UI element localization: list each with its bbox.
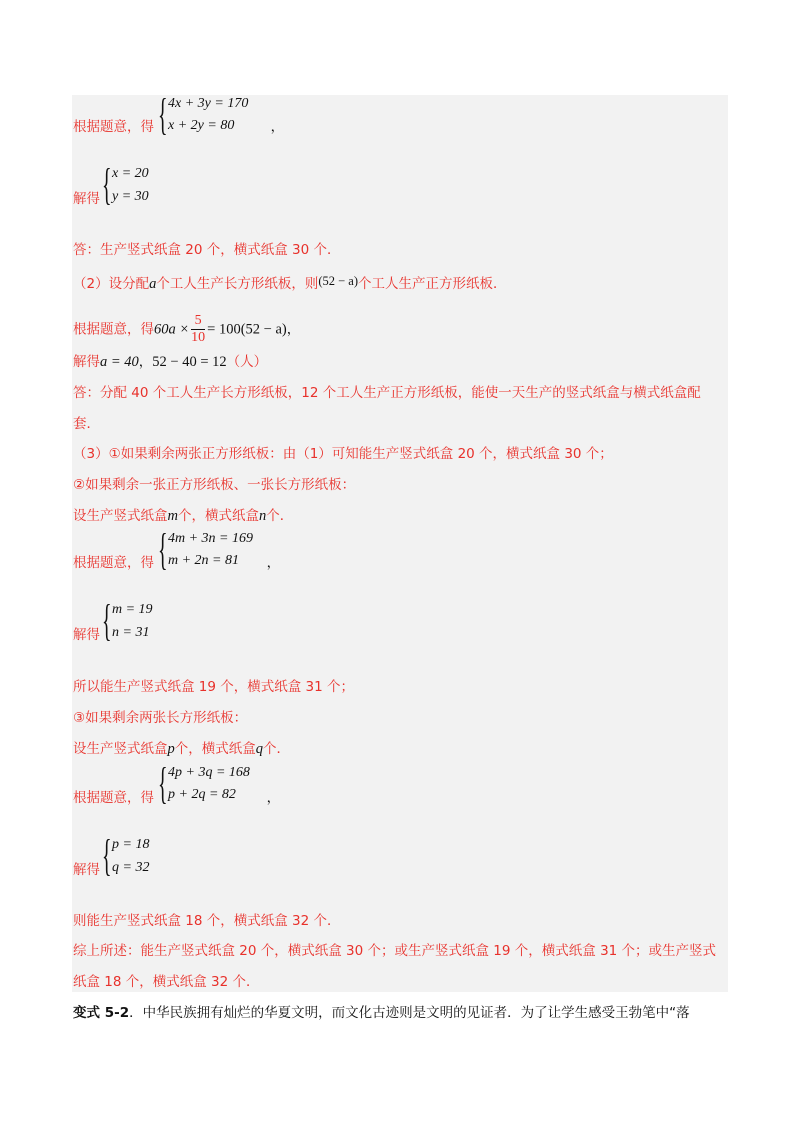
problem-label: 变式 5-2	[73, 1005, 130, 1021]
summary-line: 综上所述：能生产竖式纸盒 20 个，横式纸盒 30 个；或生产竖式纸盒 19 个，横式纸盒 31 个；或生产竖式	[73, 943, 717, 959]
solution-step-line: ②如果剩余一张正方形纸板、一张长方形纸板：	[73, 477, 356, 493]
math-expression: = 100(52 − a)	[207, 321, 287, 338]
text-fragment: 个，横式纸盒	[174, 741, 256, 757]
equation-line: 4x + 3y = 170	[168, 96, 249, 111]
step-prefix: 解得	[73, 862, 100, 878]
solution-step-line	[73, 625, 100, 645]
math-expression: 60a ×	[154, 321, 190, 338]
text-fragment: 个，横式纸盒	[177, 508, 259, 524]
solution-step-line	[73, 313, 300, 346]
step-prefix: 根据题意，得	[73, 119, 154, 135]
step-suffix: ，	[270, 119, 285, 135]
problem-statement	[73, 1003, 690, 1023]
step-suffix: ，	[266, 555, 281, 571]
text-fragment: 设生产竖式纸盒	[73, 741, 168, 757]
step-prefix: 根据题意，得	[73, 321, 154, 338]
solution-step-line	[73, 860, 100, 880]
text-fragment: （2）设分配	[73, 276, 150, 292]
equation-system: { p = 18 q = 32	[102, 831, 150, 880]
text-fragment: 个．	[263, 741, 290, 757]
step-suffix: ，	[286, 321, 301, 338]
solution-step-line: ③如果剩余两张长方形纸板：	[73, 710, 248, 726]
text-fragment: 个工人生产正方形纸板．	[358, 276, 507, 292]
fraction-numerator: 5	[191, 313, 205, 330]
step-prefix: 解得	[73, 191, 100, 207]
equation-line: n = 31	[112, 625, 150, 640]
math-expression: 52 − 40 = 12	[152, 354, 227, 370]
solution-step-line	[73, 506, 293, 526]
solution-step-line	[73, 739, 290, 759]
solution-step-line: （3）①如果剩余两张正方形纸板：由（1）可知能生产竖式纸盒 20 个，横式纸盒 30 个；	[73, 446, 613, 462]
text-fragment: 个工人生产长方形纸板，则	[156, 276, 319, 292]
solution-step-line	[73, 352, 267, 372]
text-fragment: 个．	[266, 508, 294, 524]
math-variable: a	[149, 276, 157, 292]
solution-step-line	[73, 189, 100, 209]
equation-line: 4m + 3n = 169	[168, 531, 254, 546]
equation-system: { 4m + 3n = 169 m + 2n = 81	[158, 525, 254, 574]
equation-line: x + 2y = 80	[168, 118, 235, 133]
separator: ，	[138, 354, 153, 370]
math-variable: p	[167, 741, 175, 757]
step-suffix: ，	[266, 790, 281, 806]
math-expression: (52 − a)	[318, 274, 359, 288]
step-prefix: 解得	[73, 354, 100, 370]
equation-line: m + 2n = 81	[168, 553, 240, 568]
answer-line: 答：分配 40 个工人生产长方形纸板，12 个工人生产正方形纸板，能使一天生产的竖式纸盒与横式纸盒配	[73, 385, 701, 401]
equation-system: { m = 19 n = 31	[102, 596, 153, 645]
step-prefix: 根据题意，得	[73, 790, 154, 806]
fraction-denominator: 10	[191, 330, 206, 345]
equation-line: x = 20	[112, 166, 149, 181]
math-variable: q	[255, 741, 263, 757]
equation-line: p = 18	[112, 837, 150, 852]
unit-label: （人）	[226, 354, 268, 370]
step-prefix: 解得	[73, 627, 100, 643]
equation-line: m = 19	[112, 602, 153, 617]
solution-step-line	[73, 271, 507, 294]
equation-line: 4p + 3q = 168	[168, 765, 250, 780]
fraction	[191, 313, 205, 346]
equation-line: p + 2q = 82	[168, 787, 236, 802]
answer-line: 答：生产竖式纸盒 20 个，横式纸盒 30 个．	[73, 242, 341, 258]
equation-system: { 4p + 3q = 168 p + 2q = 82	[158, 759, 250, 808]
summary-line: 纸盒 18 个，横式纸盒 32 个．	[73, 974, 260, 990]
equation-line: y = 30	[112, 189, 149, 204]
equation-system: { x = 20 y = 30	[102, 160, 149, 209]
math-variable: m	[167, 508, 178, 524]
equation-system: { 4x + 3y = 170 x + 2y = 80	[158, 90, 249, 139]
step-prefix: 根据题意，得	[73, 555, 154, 571]
equation-line: q = 32	[112, 860, 150, 875]
result-line: 所以能生产竖式纸盒 19 个，横式纸盒 31 个；	[73, 679, 355, 695]
problem-text: ．中华民族拥有灿烂的华夏文明，而文化古迹则是文明的见证者．为了让学生感受王勃笔中“落	[129, 1005, 690, 1021]
answer-line: 套．	[73, 416, 100, 432]
math-expression: a = 40	[100, 354, 139, 370]
text-fragment: 设生产竖式纸盒	[73, 508, 168, 524]
result-line: 则能生产竖式纸盒 18 个，横式纸盒 32 个．	[73, 913, 341, 929]
math-variable: n	[258, 508, 267, 524]
